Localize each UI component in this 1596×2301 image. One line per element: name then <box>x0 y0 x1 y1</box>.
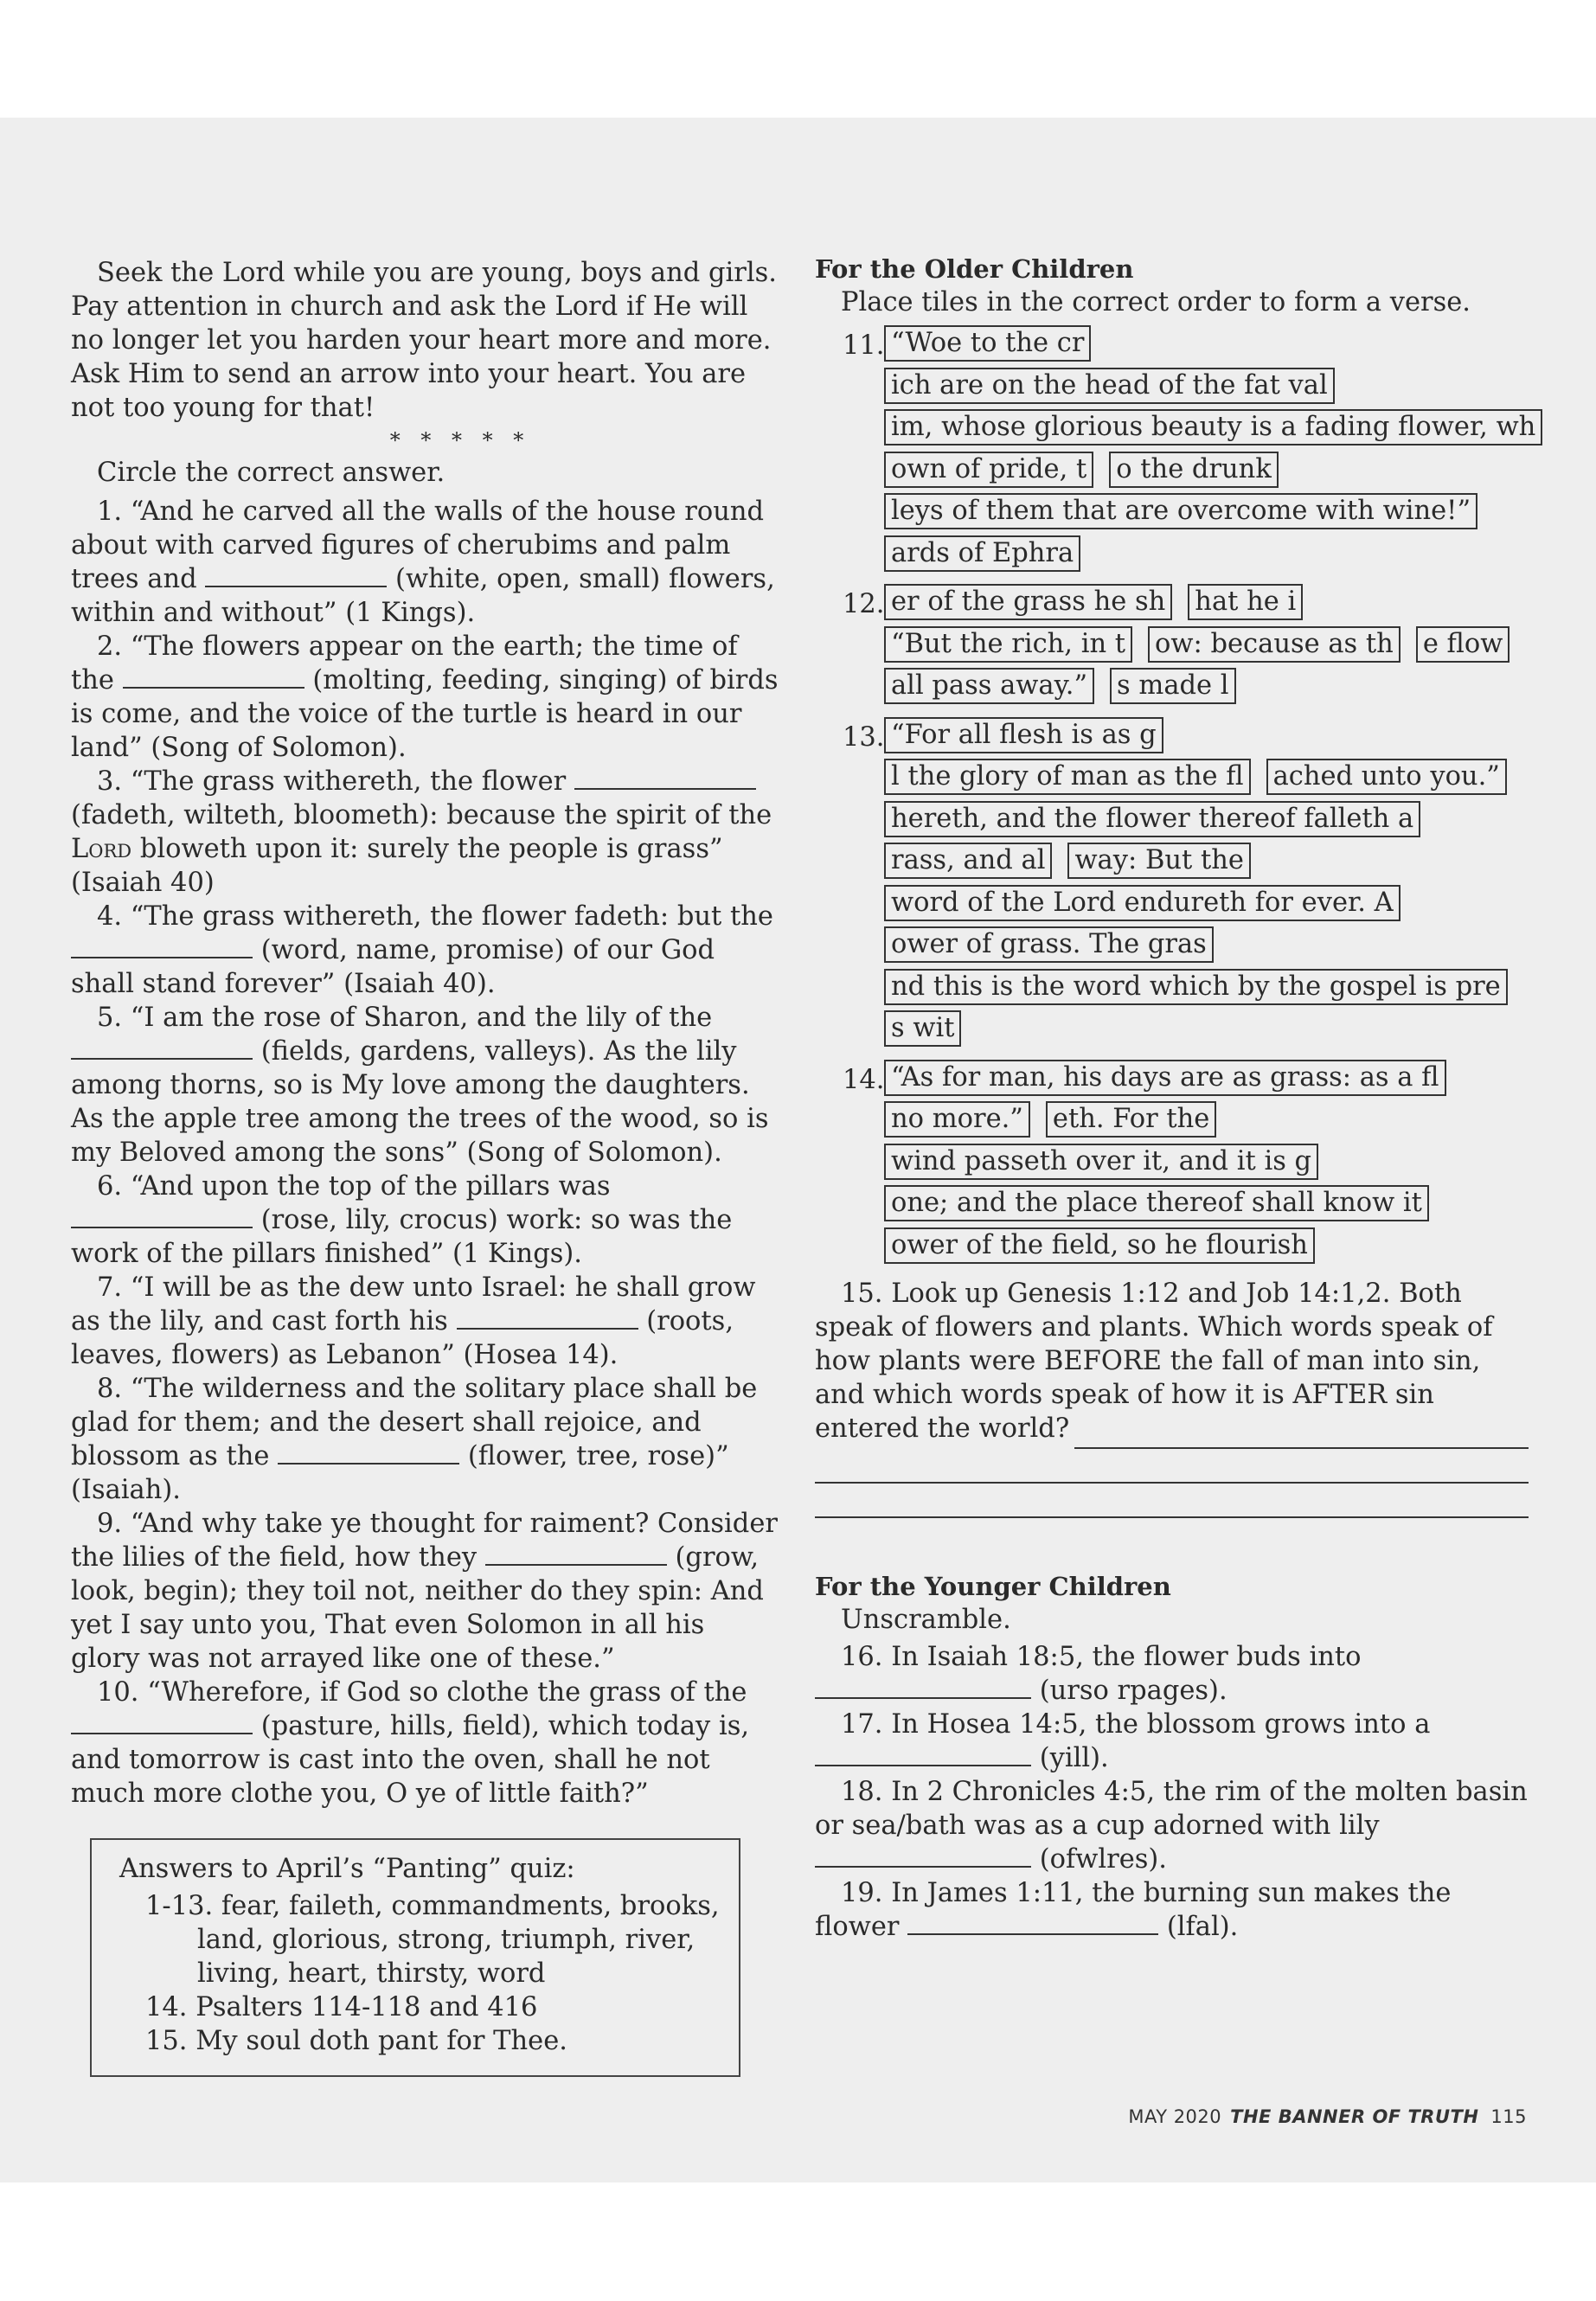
younger-children-heading: For the Younger Children <box>815 1572 1171 1601</box>
tile-row <box>884 756 1529 798</box>
answer-blank <box>907 1914 1158 1935</box>
tiles-instruction: Place tiles in the correct order to form a verse. <box>841 287 1471 317</box>
answer-blank <box>71 938 253 958</box>
answer-line <box>1074 1414 1529 1449</box>
answer-item: 14. Psalters 114-118 and 416 <box>145 1992 538 2022</box>
tile-group <box>815 715 1529 1050</box>
tile-row <box>884 840 1529 882</box>
question-2: 2. “The flowers appear on the earth; the time of the (molting, feeding, singing) of birds is come, and the voice of the turtle is heard in our land” (Song of Solomon). <box>71 631 779 763</box>
answer-blank <box>457 1309 638 1330</box>
verse-tile: o the drunk <box>1109 452 1279 488</box>
verse-tile: s made l <box>1110 668 1235 704</box>
answer-blank <box>815 1847 1031 1868</box>
answers-heading: Answers to April’s “Panting” quiz: <box>119 1854 575 1884</box>
answer-line <box>815 1484 1529 1518</box>
verse-tile: wind passeth over it, and it is g <box>884 1144 1318 1180</box>
issue-date: MAY 2020 <box>1128 2106 1222 2127</box>
verse-tile: one; and the place thereof shall know it <box>884 1185 1429 1221</box>
question-17: 17. In Hosea 14:5, the blossom grows into a (yill). <box>815 1708 1529 1775</box>
verse-tile: “As for man, his days are as grass: as a fl <box>884 1060 1446 1096</box>
tile-row <box>884 581 1529 624</box>
circle-instruction: Circle the correct answer. <box>97 458 445 488</box>
verse-tile: leys of them that are overcome with wine!” <box>884 493 1477 529</box>
tile-row <box>884 1099 1529 1141</box>
verse-tile: hereth, and the flower thereof falleth a <box>884 801 1420 837</box>
tile-row <box>884 1141 1529 1183</box>
section-divider: * * * * * <box>389 428 531 452</box>
answer-blank <box>485 1545 667 1566</box>
verse-tile: nd this is the word which by the gospel is pre <box>884 969 1508 1005</box>
question-number: 14. <box>843 1064 885 1095</box>
verse-tile: no more.” <box>884 1101 1030 1138</box>
verse-tile: s wit <box>884 1010 961 1047</box>
question-10: 10. “Wherefore, if God so clothe the grass of the (pasture, hills, field), which today is, and tomorrow is cast into the oven, shall he not much more clothe you, O ye of little faith?” <box>71 1677 750 1809</box>
tile-row <box>884 1008 1529 1050</box>
tile-row <box>884 1057 1529 1099</box>
verse-tile: ow: because as th <box>1148 626 1401 663</box>
answer-item: 1-13. fear, faileth, commandments, brooks, land, glorious, strong, triumph, river, living, heart, thirsty, word <box>145 1891 720 1989</box>
verse-tile: “Woe to the cr <box>884 325 1091 362</box>
answer-blank <box>815 1678 1031 1699</box>
tile-row <box>884 924 1529 966</box>
question-18: 18. In 2 Chronicles 4:5, the rim of the molten basin or sea/bath was as a cup adorned with lily (ofwlres). <box>815 1777 1528 1875</box>
question-4: 4. “The grass withereth, the flower fadeth: but the (word, name, promise) of our God shall stand forever” (Isaiah 40). <box>71 901 773 999</box>
tile-row <box>884 882 1529 925</box>
answer-blank <box>574 769 756 790</box>
tile-row <box>884 365 1529 407</box>
verse-tile: e flow <box>1416 626 1510 663</box>
verse-tile: “For all flesh is as g <box>884 717 1163 753</box>
verse-tile: hat he i <box>1188 584 1303 620</box>
tile-row <box>884 798 1529 841</box>
answer-line <box>815 1449 1529 1484</box>
question-8: 8. “The wilderness and the solitary place shall be glad for them; and the desert shall rejoice, and blossom as the (flower, tree, rose)” (Isaiah). <box>71 1374 758 1505</box>
intro-paragraph: Seek the Lord while you are young, boys and girls. Pay attention in church and ask the Lord if He will no longer let you harden your heart more and more. Ask Him to send an arrow into your heart. You are not too young for that! <box>71 258 777 423</box>
publication-name: THE BANNER OF TRUTH <box>1230 2106 1479 2127</box>
verse-tile: im, whose glorious beauty is a fading flower, wh <box>884 409 1542 445</box>
verse-tile: l the glory of man as the fl <box>884 759 1251 795</box>
tile-row <box>884 715 1529 757</box>
question-number: 12. <box>843 589 885 619</box>
verse-tile: way: But the <box>1067 843 1250 879</box>
question-5: 5. “I am the rose of Sharon, and the lily of the (fields, gardens, valleys). As the lily among thorns, so is My love among the daughters. As the apple tree among the trees of the wood, so is my Beloved among the sons” (Song of Solomon). <box>71 1003 769 1168</box>
tile-row <box>884 1225 1529 1267</box>
question-6: 6. “And upon the top of the pillars was (rose, lily, crocus) work: so was the work of the pillars finished” (1 Kings). <box>71 1171 733 1269</box>
tile-row <box>884 407 1536 449</box>
tile-puzzles <box>815 323 1536 1266</box>
left-column <box>71 256 780 2077</box>
verse-tile: eth. For the <box>1046 1101 1216 1138</box>
verse-tile: rass, and al <box>884 843 1052 879</box>
unscramble-instruction: Unscramble. <box>841 1605 1011 1635</box>
verse-tile: ached unto you.” <box>1266 759 1507 795</box>
question-9: 9. “And why take ye thought for raiment? Consider the lilies of the field, how they (grow, look, begin); they toil not, neither do they spin: And yet I say unto you, That even Solomon in all his glory was not arrayed like one of these.” <box>71 1509 778 1674</box>
verse-tile: own of pride, t <box>884 452 1093 488</box>
tile-row <box>884 533 1529 575</box>
younger-children-section <box>815 1570 1529 1944</box>
question-19: 19. In James 1:11, the burning sun makes the flower (lfal). <box>815 1878 1452 1942</box>
question-number: 13. <box>843 721 885 753</box>
older-children-heading: For the Older Children <box>815 254 1134 284</box>
verse-tile: “But the rich, in t <box>884 626 1132 663</box>
tile-row <box>884 490 1529 533</box>
question-16: 16. In Isaiah 18:5, the flower buds into (urso rpages). <box>815 1640 1529 1708</box>
tile-row <box>884 1183 1529 1225</box>
answer-blank <box>71 1208 253 1228</box>
tile-group <box>815 323 1536 574</box>
tile-row <box>884 665 1529 708</box>
answer-item: 15. My soul doth pant for Thee. <box>145 2026 567 2056</box>
answer-blank <box>71 1714 253 1734</box>
verse-tile: word of the Lord endureth for ever. A <box>884 885 1401 921</box>
tile-row <box>884 323 1529 365</box>
verse-tile: er of the grass he sh <box>884 584 1172 620</box>
question-15: 15. Look up Genesis 1:12 and Job 14:1,2. Both speak of flowers and plants. Which words speak of how plants were BEFORE the fall of man into sin, and which words speak of how it is AFTER sin entered the world? <box>815 1279 1493 1444</box>
verse-tile: ich are on the head of the fat val <box>884 368 1335 404</box>
verse-tile: ards of Ephra <box>884 535 1080 572</box>
right-column <box>815 253 1536 1944</box>
verse-tile: ower of the field, so he flourish <box>884 1227 1315 1264</box>
question-1: 1. “And he carved all the walls of the house round about with carved figures of cherubims and palm trees and (white, open, small) flowers, within and without” (1 Kings). <box>71 497 775 628</box>
question-7: 7. “I will be as the dew unto Israel: he shall grow as the lily, and cast forth his (roots, leaves, flowers) as Lebanon” (Hosea 14). <box>71 1272 756 1370</box>
verse-tile: ower of grass. The gras <box>884 926 1214 963</box>
verse-tile: all pass away.” <box>884 668 1094 704</box>
tile-group <box>815 581 1529 708</box>
answer-blank <box>123 668 304 689</box>
answers-box <box>90 1838 740 2077</box>
tile-row <box>884 966 1529 1009</box>
question-number: 11. <box>843 330 885 361</box>
answer-blank <box>815 1746 1031 1766</box>
tile-row <box>884 449 1529 491</box>
answer-blank <box>278 1444 459 1465</box>
page-number: 115 <box>1490 2106 1527 2127</box>
answer-blank <box>71 1039 253 1060</box>
tile-group <box>815 1057 1529 1267</box>
tile-row <box>884 624 1529 666</box>
answer-blank <box>205 567 387 587</box>
question-3: 3. “The grass withereth, the flower (fadeth, wilteth, bloometh): because the spirit of the Lord bloweth upon it: surely the people is grass” (Isaiah 40) <box>71 766 772 898</box>
page-footer <box>1128 2106 1527 2127</box>
